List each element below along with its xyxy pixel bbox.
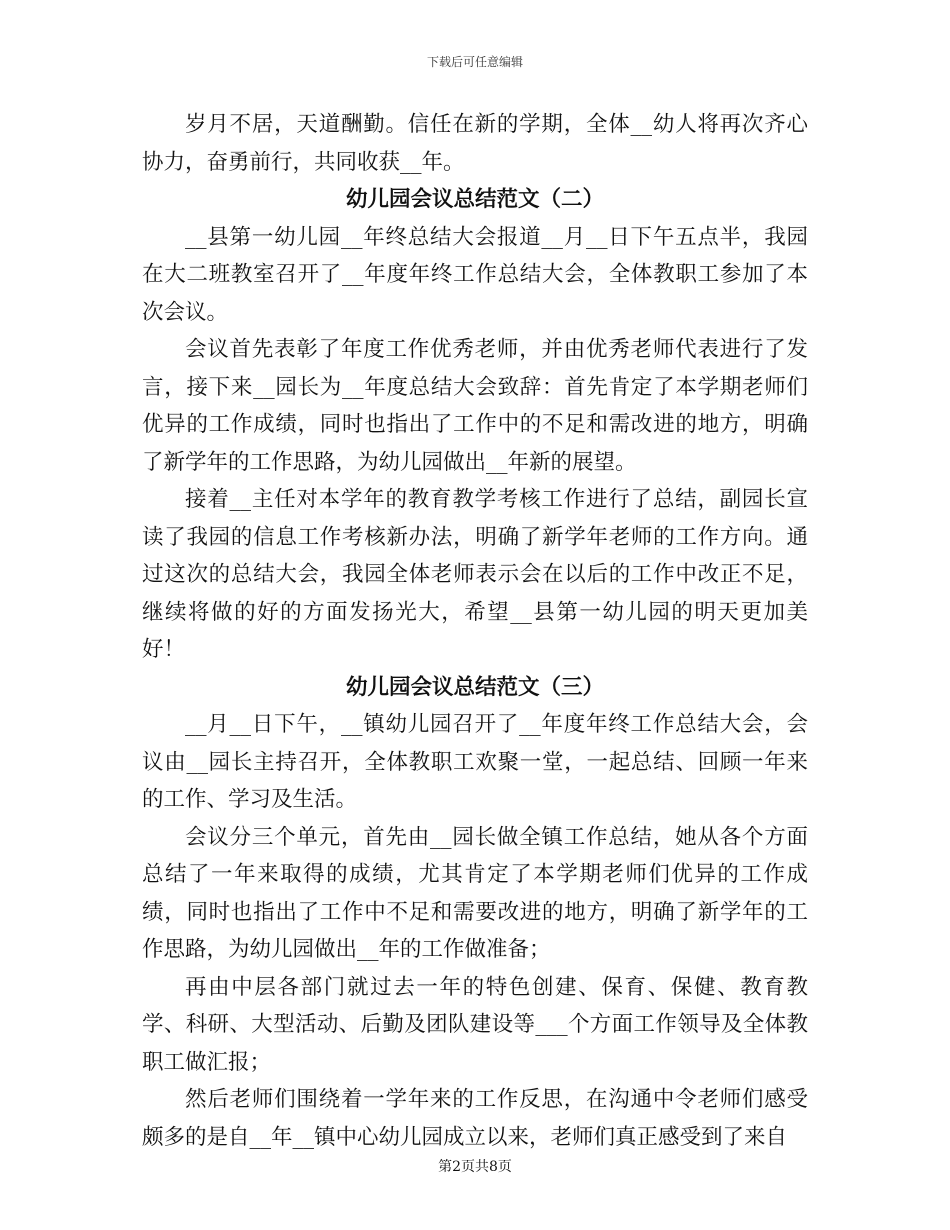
page-footer: 第2页共8页 xyxy=(438,1159,512,1175)
paragraph: 然后老师们围绕着一学年来的工作反思，在沟通中令老师们感受颇多的是自__年__镇中心幼儿园成立以来，老师们真正感受到了来自 xyxy=(142,1087,808,1150)
section-heading: 幼儿园会议总结范文（三） xyxy=(345,674,604,700)
paragraph: 接着__主任对本学年的教育教学考核工作进行了总结，副园长宣读了我园的信息工作考核新办法，明确了新学年老师的工作方向。通过这次的总结大会，我园全体老师表示会在以后的工作中改正不足，继续将做的好的方面发扬光大，希望__县第一幼儿园的明天更加美好！ xyxy=(142,487,808,662)
paragraph: 会议首先表彰了年度工作优秀老师，并由优秀老师代表进行了发言，接下来__园长为__年度总结大会致辞：首先肯定了本学期老师们优异的工作成绩，同时也指出了工作中的不足和需改进的地方，明确了新学年的工作思路，为幼儿园做出__年新的展望。 xyxy=(142,337,808,475)
paragraph: 再由中层各部门就过去一年的特色创建、保育、保健、教育教学、科研、大型活动、后勤及团队建设等___个方面工作领导及全体教职工做汇报； xyxy=(142,974,808,1075)
section-heading: 幼儿园会议总结范文（二） xyxy=(345,187,604,212)
document-body xyxy=(142,106,808,1156)
paragraph: 会议分三个单元，首先由__园长做全镇工作总结，她从各个方面总结了一年来取得的成绩，尤其肯定了本学期老师们优异的工作成绩，同时也指出了工作中不足和需要改进的地方，明确了新学年的工作思路，为幼儿园做出__年的工作做准备； xyxy=(142,824,808,962)
paragraph: 岁月不居，天道酬勤。信任在新的学期，全体__幼人将再次齐心协力，奋勇前行，共同收获__年。 xyxy=(142,112,808,175)
paragraph: __月__日下午，__镇幼儿园召开了__年度年终工作总结大会，会议由__园长主持召开，全体教职工欢聚一堂，一起总结、回顾一年来的工作、学习及生活。 xyxy=(142,712,808,812)
paragraph: __县第一幼儿园__年终总结大会报道__月__日下午五点半，我园在大二班教室召开了__年度年终工作总结大会，全体教职工参加了本次会议。 xyxy=(142,224,808,325)
header-note: 下载后可任意编辑 xyxy=(426,55,523,69)
